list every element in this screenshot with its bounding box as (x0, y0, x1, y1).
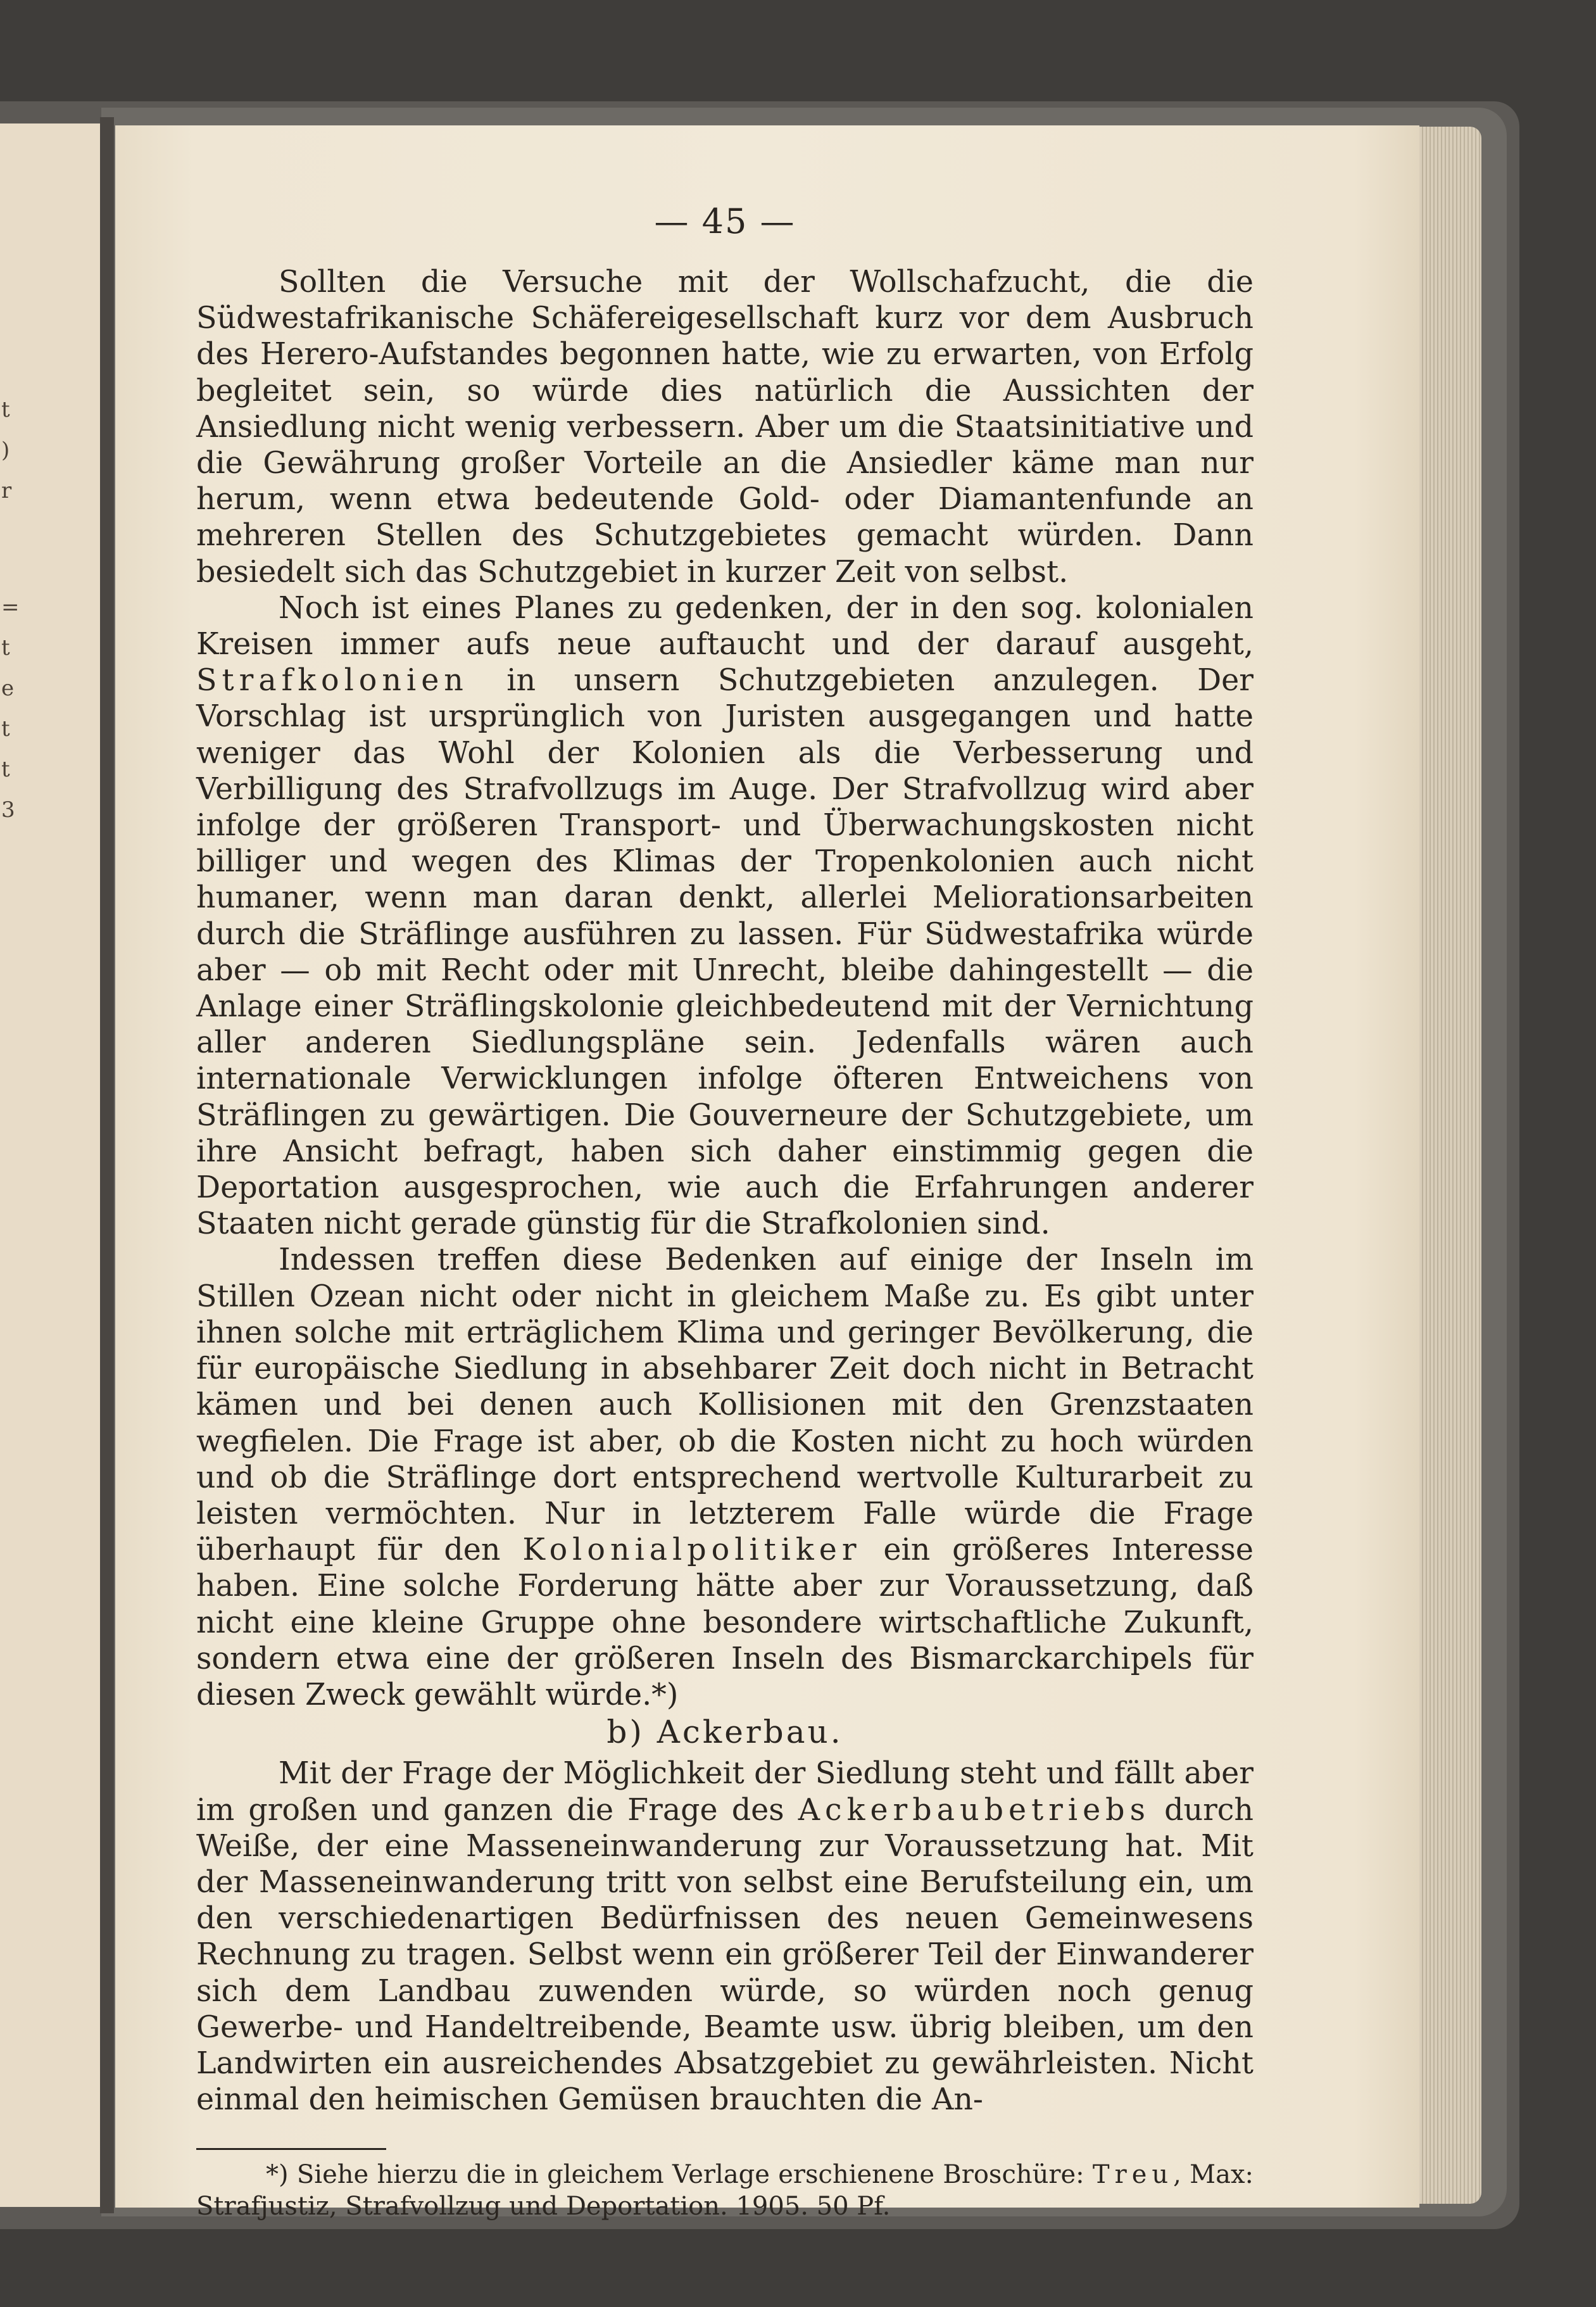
left-page-fragment: t (1, 635, 10, 660)
footnote-divider (196, 2148, 386, 2150)
left-page-fragment: t (1, 716, 10, 742)
paragraph-text: Noch ist eines Planes zu gedenken, der in den sog. kolonialen Kreisen immer aufs neue auftaucht und der darauf ausgeht, (196, 590, 1254, 662)
page-edges (1412, 127, 1481, 2204)
paragraph-text: ein größeres Interesse haben. Eine solche Forderung hätte aber zur Voraussetzung, daß nicht eine kleine Gruppe ohne besondere wirtschaftliche Zukunft, sondern etwa eine der größeren Inseln des Bismarckarchipels für diesen Zweck gewählt würde.*) (196, 1533, 1254, 1712)
spaced-term: Ackerbaubetriebs (798, 1792, 1150, 1828)
book-page (115, 125, 1419, 2222)
book-gutter (100, 117, 114, 2213)
left-page-fragment: t (1, 757, 10, 782)
left-page-fragment: 3 (1, 797, 15, 823)
paragraph-text: Mit der Frage der Möglichkeit der Siedlung steht und fällt aber im großen und ganzen die Frage des (196, 1756, 1254, 1828)
paragraph-strafkolonien (196, 590, 1254, 1242)
spaced-term: Kolonialpolitiker (522, 1533, 862, 1568)
paragraph-text: in unsern Schutzgebieten anzulegen. Der Vorschlag ist ursprünglich von Juristen ausgegangen und hatte weniger das Wohl der Kolonien als die Verbesserung und Verbilligung des Strafvollzugs im Auge. Der Strafvollzug wird aber infolge der größeren Transport- und Überwachungskosten nicht billiger und wegen des Klimas der Tropenkolonien auch nicht humaner, wenn man daran denkt, allerlei Meliorationsarbeiten durch die Sträflinge ausführen zu lassen. Für Südwestafrika würde aber — ob mit Recht oder mit Unrecht, bleibe dahingestellt — die Anlage einer Sträflingskolonie gleichbedeutend mit der Vernichtung aller anderen Siedlungspläne sein. Jedenfalls wären auch internationale Verwicklungen infolge öfteren Entweichens von Sträflingen zu gewärtigen. Die Gouverneure der Schutzgebiete, um ihre Ansicht befragt, haben sich daher einstimmig gegen die Deportation ausgesprochen, wie auch die Erfahrungen anderer Staaten nicht gerade günstig für die Strafkolonien sind. (196, 663, 1254, 1242)
left-page-fragments (1, 389, 20, 830)
paragraph-text: Indessen treffen diese Bedenken auf einige der Inseln im Stillen Ozean nicht oder nicht in gleichem Maße zu. Es gibt unter ihnen solche mit erträglichem Klima und geringer Bevölkerung, die für europäische Siedlung in absehbarer Zeit doch nicht in Betracht kämen und bei denen auch Kollisionen mit den Grenzstaaten wegfielen. Die Frage ist aber, ob die Kosten nicht zu hoch würden und ob die Sträflinge dort entsprechend wertvolle Kulturarbeit zu leisten vermöchten. Nur in letzterem Falle würde die Frage überhaupt für den (196, 1242, 1254, 1568)
left-page (0, 123, 104, 2207)
left-page-fragment: r (1, 478, 12, 503)
spaced-term: Strafkolonien (196, 663, 468, 698)
left-page-fragment: = (1, 595, 20, 620)
paragraph-inseln (196, 1242, 1254, 1713)
page-content (196, 201, 1254, 2222)
footnote (196, 2159, 1254, 2222)
section-heading: b) Ackerbau. (606, 1714, 843, 1751)
page-number: — 45 — (654, 201, 796, 241)
left-page-fragment: t (1, 397, 10, 422)
paragraph-text: durch Weiße, der eine Masseneinwanderung zur Voraussetzung hat. Mit der Masseneinwanderung tritt von selbst eine Berufsteilung ein, um den verschiedenartigen Bedürfnissen des neuen Gemeinwesens Rechnung zu tragen. Selbst wenn ein größerer Teil der Einwanderer sich dem Landbau zuwenden würde, so würden noch genug Gewerbe- und Handeltreibende, Beamte usw. übrig bleiben, um den Landwirten ein ausreichendes Absatzgebiet zu gewährleisten. Nicht einmal den heimischen Gemüsen brauchten die An- (196, 1792, 1254, 2118)
paragraph-ackerbau (196, 1755, 1254, 2118)
footnote-author: Treu (1092, 2160, 1174, 2190)
footnote-text: , Max: Strafjustiz, Strafvollzug und Deportation. 1905. 50 Pf. (196, 2160, 1254, 2222)
footnote-text: *) Siehe hierzu die in gleichem Verlage erschienene Broschüre: (266, 2160, 1084, 2190)
left-page-fragment: e (1, 676, 15, 701)
paragraph-wollschafzucht: Sollten die Versuche mit der Wollschafzucht, die die Südwestafrikanische Schäfereigesellschaft kurz vor dem Ausbruch des Herero-Aufstandes begonnen hatte, wie zu erwarten, von Erfolg begleitet sein, so würde dies natürlich die Aussichten der Ansiedlung nicht wenig verbessern. Aber um die Staatsinitiative und die Gewährung großer Vorteile an die Ansiedler käme man nur herum, wenn etwa bedeutende Gold- oder Diamantenfunde an mehreren Stellen des Schutzgebietes gemacht würden. Dann besiedelt sich das Schutzgebiet in kurzer Zeit von selbst. (196, 265, 1254, 590)
left-page-fragment: ) (1, 438, 10, 463)
